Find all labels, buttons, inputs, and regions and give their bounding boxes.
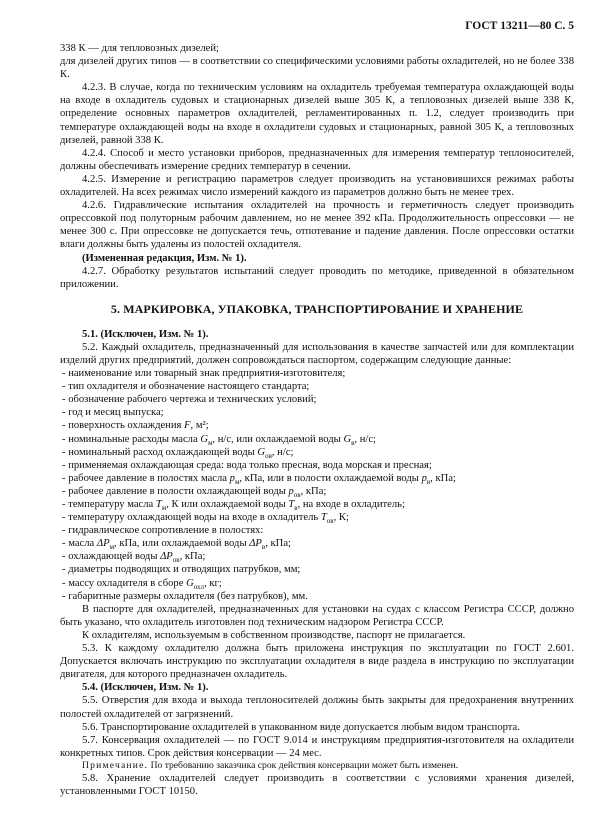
list-item-dp-cooling: - охлаждающей воды $\Delta P_{ов}$, кПа; xyxy=(60,550,574,563)
amendment-note: (Измененная редакция, Изм. № 1). xyxy=(82,252,247,264)
clause-5-1: 5.1. (Исключен, Изм. № 1). xyxy=(82,328,209,340)
clause-5-5: 5.5. Отверстия для входа и выхода теплоносителей должны быть закрыты для предохранения внутренних полостей охладителей от загрязнений. xyxy=(60,695,574,720)
list-item-dp: - масла $\Delta P_м$, кПа, или охлаждаемой воды $\Delta P_в$, кПа; xyxy=(60,537,574,550)
list-item-diameters: - диаметры подводящих и отводящих патрубков, мм; xyxy=(60,563,574,576)
list-item-surface: - поверхность охлаждения F, м²; xyxy=(60,419,574,432)
clause-5-3: 5.3. К каждому охладителю должна быть приложена инструкция по эксплуатации по ГОСТ 2.601. Допускается включать инструкцию по эксплуатации охладителя в виде раздела в инструкцию по эксплуатации двигателя, для которого предназначен охладитель. xyxy=(60,643,574,681)
list-item: - наименование или товарный знак предприятия-изготовителя; xyxy=(60,367,574,380)
clause-4-2-3: 4.2.3. В случае, когда по техническим условиям на охладитель требуемая температура охлаждающей воды на входе в охладитель судовых и стационарных дизелей выше 305 К, а тепловозных дизелей выше 338 К, определение основных параметров охладителей, регламентированных п. 1.2, следует производить при температуре охлаждающей воды на входе в охладители судовых и стационарных, равной 305 К, а тепловозных дизелей, равной 338 К. xyxy=(60,82,574,146)
list-item-temperature: - температуру масла $T_м$, К или охлаждаемой воды $T_в$, на входе в охладитель; xyxy=(60,498,574,511)
own-use-paragraph: К охладителям, используемым в собственном производстве, паспорт не прилагается. xyxy=(82,629,466,641)
note-text: По требованию заказчика срок действия консервации может быть изменен. xyxy=(148,759,459,771)
clause-4-2-6: 4.2.6. Гидравлические испытания охладителей на прочность и герметичность следует производить опрессовкой под полуторным рабочим давлением, но не менее 392 кПа. Продолжительность опрессовки — не менее 300 с. При опрессовке не допускается течь, отпотевание и падение давления. После опрессовки остатки влаги должны быть удалены из полостей охладителя. xyxy=(60,200,574,251)
list-item-flow: - номинальные расходы масла $G_м$, н/с, или охлаждаемой воды $G_в$, н/с; xyxy=(60,433,574,446)
list-item-dimensions: - габаритные размеры охладителя (без патрубков), мм. xyxy=(60,590,574,603)
page-header: ГОСТ 13211—80 С. 5 xyxy=(465,20,574,32)
register-paragraph: В паспорте для охладителей, предназначенных для установки на судах с классом Регистра СССР, должно быть указано, что охладитель изготовлен под техническим надзором Регистра СССР. xyxy=(60,603,574,628)
list-item-mass: - массу охладителя в сборе $G_{охл}$, кг; xyxy=(60,577,574,590)
section-title: 5. МАРКИРОВКА, УПАКОВКА, ТРАНСПОРТИРОВАНИЕ И ХРАНЕНИЕ xyxy=(110,301,524,316)
note-label: Примечание. xyxy=(82,759,149,771)
text-line: 338 К — для тепловозных дизелей; xyxy=(60,43,219,54)
document-page xyxy=(60,20,574,798)
clause-5-4: 5.4. (Исключен, Изм. № 1). xyxy=(82,682,209,694)
list-item-pressure: - рабочее давление в полостях масла $p_м$, кПа, или в полости охлаждаемой воды $p_в$, кПа; xyxy=(60,472,574,485)
list-item-temperature-cooling: - температуру охлаждающей воды на входе в охладитель $T_{ов}$, К; xyxy=(60,511,574,524)
list-item: - год и месяц выпуска; xyxy=(60,406,574,419)
note xyxy=(60,760,574,772)
clause-4-2-7: 4.2.7. Обработку результатов испытаний следует проводить по методике, приведенной в обязательном приложении. xyxy=(60,265,574,290)
list-item: - тип охладителя и обозначение настоящего стандарта; xyxy=(60,380,574,393)
clause-4-2-4: 4.2.4. Способ и место установки приборов, предназначенных для измерения температур теплоносителей, должны обеспечивать измерение средних температур в сечении. xyxy=(60,147,574,172)
clause-5-6: 5.6. Транспортирование охладителей в упакованном виде допускается любым видом транспорта. xyxy=(82,721,520,733)
clause-4-2-5: 4.2.5. Измерение и регистрацию параметров следует производить на установившихся режимах работы охладителей. На всех режимах число измерений каждого из параметров должно быть не менее трех. xyxy=(60,173,574,199)
list-item-hydraulic: - гидравлическое сопротивление в полостях: xyxy=(60,524,574,537)
list-item: - обозначение рабочего чертежа и технических условий; xyxy=(60,393,574,406)
clause-5-2: 5.2. Каждый охладитель, предназначенный для использования в качестве запчастей или для комплектации изделий других предприятий, должен сопровождаться паспортом, содержащим следующие данные: xyxy=(60,341,574,366)
clause-5-8: 5.8. Хранение охладителей следует производить в соответствии с условиями хранения дизелей, установленными ГОСТ 10150. xyxy=(60,773,574,798)
text-line: для дизелей других типов — в соответствии со специфическими условиями работы охладителей, но не более 338 К. xyxy=(60,56,574,81)
clause-5-7: 5.7. Консервация охладителей — по ГОСТ 9.014 и инструкциям предприятия-изготовителя на охладители конкретных типов. Срок действия консервации — 24 мес. xyxy=(60,734,574,759)
list-item-medium: - применяемая охлаждающая среда: вода только пресная, вода морская и пресная; xyxy=(60,459,574,472)
list-item-flow-cooling: - номинальный расход охлаждающей воды $G_{ов}$, н/с; xyxy=(60,446,574,459)
list-item-pressure-cooling: - рабочее давление в полости охлаждающей воды $p_{ов}$, кПа; xyxy=(60,485,574,498)
